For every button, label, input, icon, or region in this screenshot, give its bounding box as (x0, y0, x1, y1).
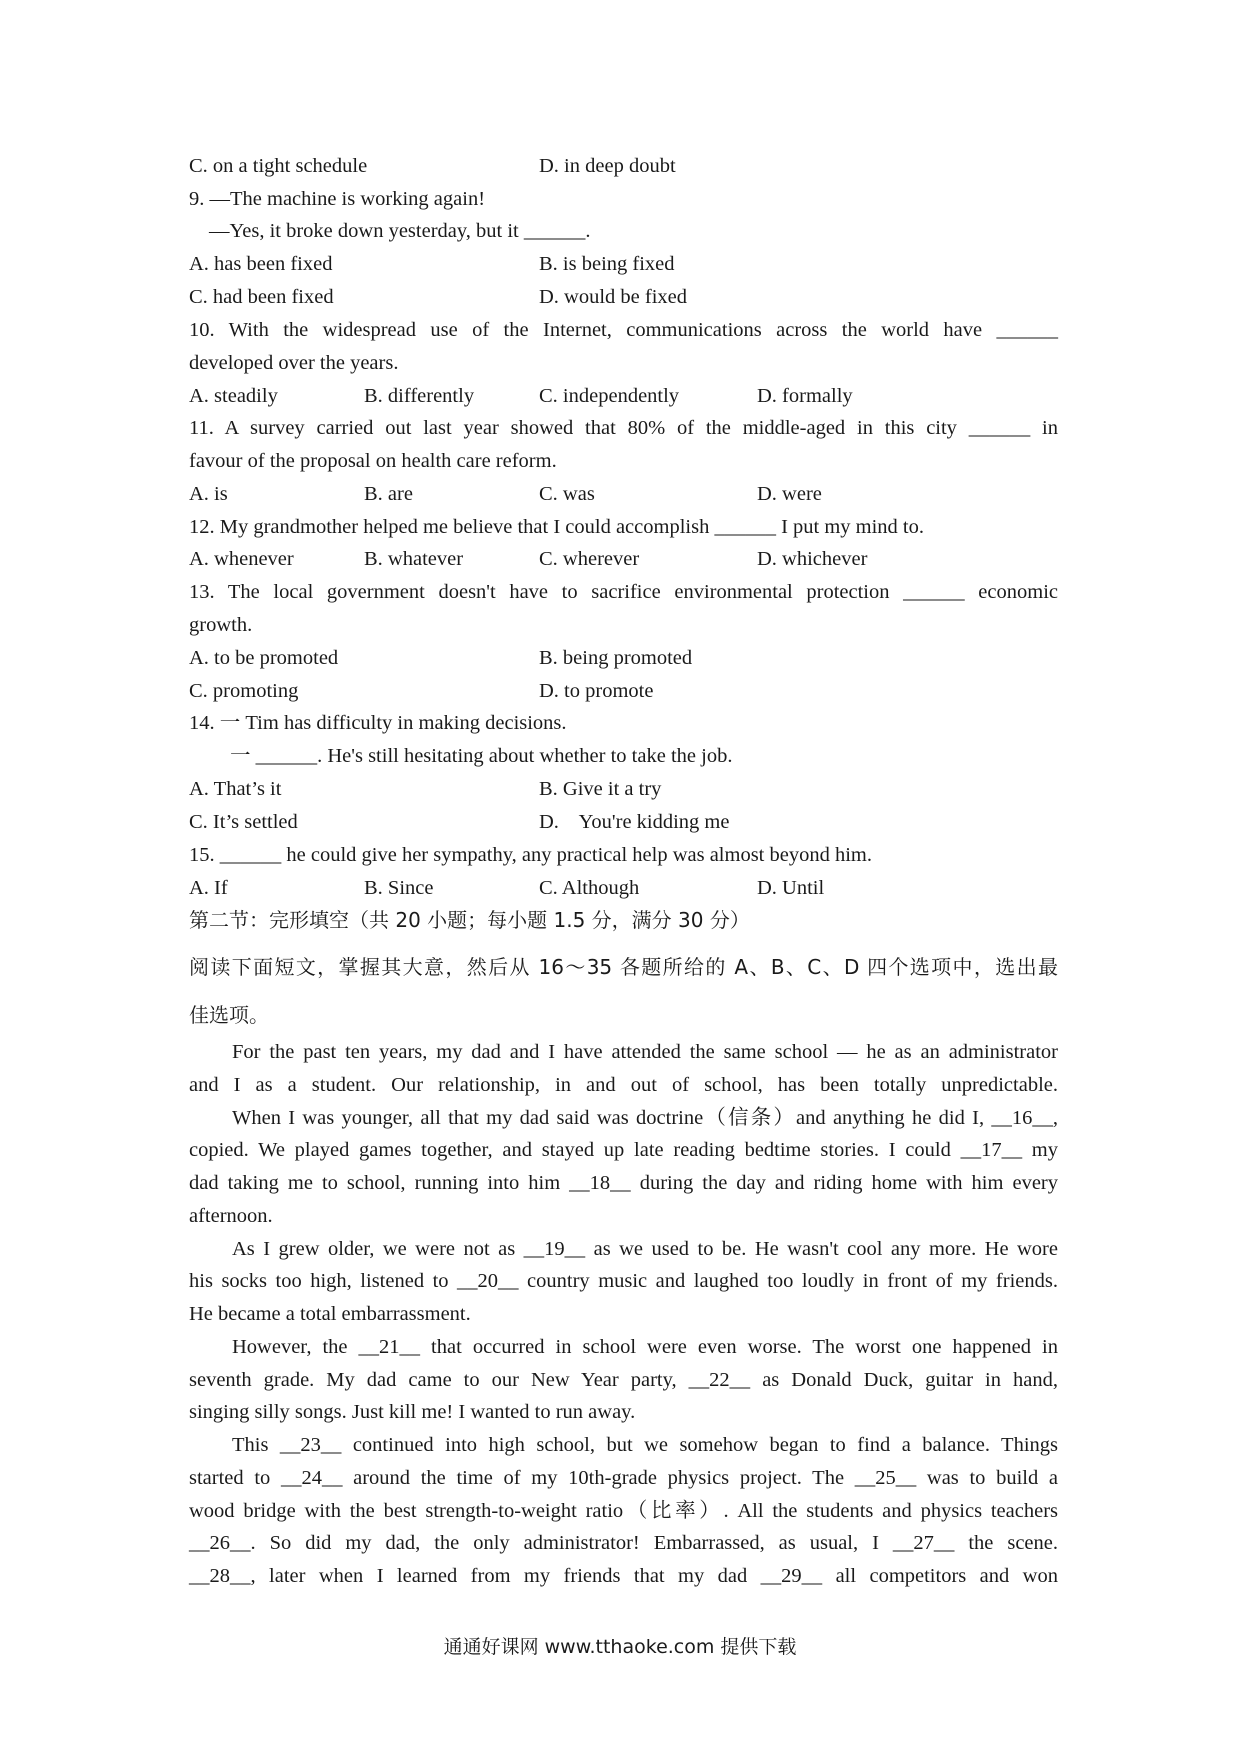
passage-line: and I as a student. Our relationship, in and out of school, has been totally unpredictable. (189, 1074, 1058, 1096)
q12-option-d: D. whichever (757, 548, 868, 570)
passage-line: wood bridge with the best strength-to-weight ratio（比率）. All the students and physics teachers (189, 1500, 1058, 1522)
q11-stem-line1: 11. A survey carried out last year showed that 80% of the middle-aged in this city ______ in (189, 417, 1058, 439)
passage-line: afternoon. (189, 1205, 273, 1227)
q9-option-d: D. would be fixed (539, 286, 688, 308)
q12-option-c: C. wherever (539, 548, 640, 570)
passage-line: This __23__ continued into high school, but we somehow began to find a balance. Things (232, 1434, 1058, 1456)
q11-stem-line2: favour of the proposal on health care reform. (189, 450, 557, 472)
q14-option-d: D. You're kidding me (539, 811, 730, 833)
q11-option-c: C. was (539, 483, 595, 505)
q12-option-b: B. whatever (364, 548, 464, 570)
passage-line: __26__. So did my dad, the only administrator! Embarrassed, as usual, I __27__ the scene. (189, 1532, 1058, 1554)
q10-stem-line2: developed over the years. (189, 352, 399, 374)
q15-option-b: B. Since (364, 877, 434, 899)
q11-option-d: D. were (757, 483, 822, 505)
q12-option-a: A. whenever (189, 548, 294, 570)
q10-stem-line1: 10. With the widespread use of the Internet, communications across the world have ______ (189, 319, 1058, 341)
q13-option-d: D. to promote (539, 680, 654, 702)
q14-reply: 一 ______. He's still hesitating about whether to take the job. (230, 745, 733, 767)
passage-line: copied. We played games together, and stayed up late reading bedtime stories. I could __17__ my (189, 1139, 1058, 1161)
q13-option-b: B. being promoted (539, 647, 693, 669)
passage-line: started to __24__ around the time of my 10th-grade physics project. The __25__ was to build a (189, 1467, 1058, 1489)
q12-stem: 12. My grandmother helped me believe that I could accomplish ______ I put my mind to. (189, 516, 924, 538)
q15-stem: 15. ______ he could give her sympathy, any practical help was almost beyond him. (189, 844, 872, 866)
q8-option-c: C. on a tight schedule (189, 155, 368, 177)
page-footer: 通通好课网 www.tthaoke.com 提供下载 (443, 1636, 797, 1658)
section2-instructions-line1: 阅读下面短文，掌握其大意，然后从 16〜35 各题所给的 A、B、C、D 四个选项中，选出最 (189, 955, 1058, 979)
q10-option-c: C. independently (539, 385, 680, 407)
q11-option-b: B. are (364, 483, 413, 505)
q13-option-c: C. promoting (189, 680, 299, 702)
passage-line: He became a total embarrassment. (189, 1303, 471, 1325)
q11-option-a: A. is (189, 483, 228, 505)
q13-stem-line1: 13. The local government doesn't have to sacrifice environmental protection ______ economic (189, 581, 1058, 603)
passage-line: For the past ten years, my dad and I have attended the same school — he as an administrator (232, 1041, 1058, 1063)
q10-option-d: D. formally (757, 385, 853, 407)
q10-option-b: B. differently (364, 385, 475, 407)
q15-option-d: D. Until (757, 877, 825, 899)
q14-option-a: A. That’s it (189, 778, 282, 800)
q9-option-a: A. has been fixed (189, 253, 333, 275)
q14-stem: 14. 一 Tim has difficulty in making decisions. (189, 712, 567, 734)
q8-option-d: D. in deep doubt (539, 155, 676, 177)
q15-option-c: C. Although (539, 877, 640, 899)
q9-option-c: C. had been fixed (189, 286, 334, 308)
passage-line: As I grew older, we were not as __19__ as we used to be. He wasn't cool any more. He wore (232, 1238, 1058, 1260)
q9-reply: —Yes, it broke down yesterday, but it ______. (209, 220, 591, 242)
passage-line: However, the __21__ that occurred in school were even worse. The worst one happened in (232, 1336, 1058, 1358)
q13-stem-line2: growth. (189, 614, 253, 636)
section2-heading: 第二节：完形填空（共 20 小题；每小题 1.5 分，满分 30 分） (189, 908, 750, 932)
passage-line: seventh grade. My dad came to our New Year party, __22__ as Donald Duck, guitar in hand, (189, 1369, 1058, 1391)
passage-line: __28__, later when I learned from my friends that my dad __29__ all competitors and won (189, 1565, 1058, 1587)
q10-option-a: A. steadily (189, 385, 278, 407)
passage-line: When I was younger, all that my dad said was doctrine（信条）and anything he did I, __16__, (232, 1107, 1058, 1129)
passage-line: his socks too high, listened to __20__ country music and laughed too loudly in front of my friends. (189, 1270, 1058, 1292)
q14-option-b: B. Give it a try (539, 778, 662, 800)
q9-stem: 9. —The machine is working again! (189, 188, 486, 210)
q15-option-a: A. If (189, 877, 228, 899)
q9-option-b: B. is being fixed (539, 253, 675, 275)
passage-line: dad taking me to school, running into him __18__ during the day and riding home with him every (189, 1172, 1058, 1194)
q14-option-c: C. It’s settled (189, 811, 298, 833)
passage-line: singing silly songs. Just kill me! I wanted to run away. (189, 1401, 636, 1423)
q13-option-a: A. to be promoted (189, 647, 339, 669)
section2-instructions-line2: 佳选项。 (189, 1003, 269, 1027)
